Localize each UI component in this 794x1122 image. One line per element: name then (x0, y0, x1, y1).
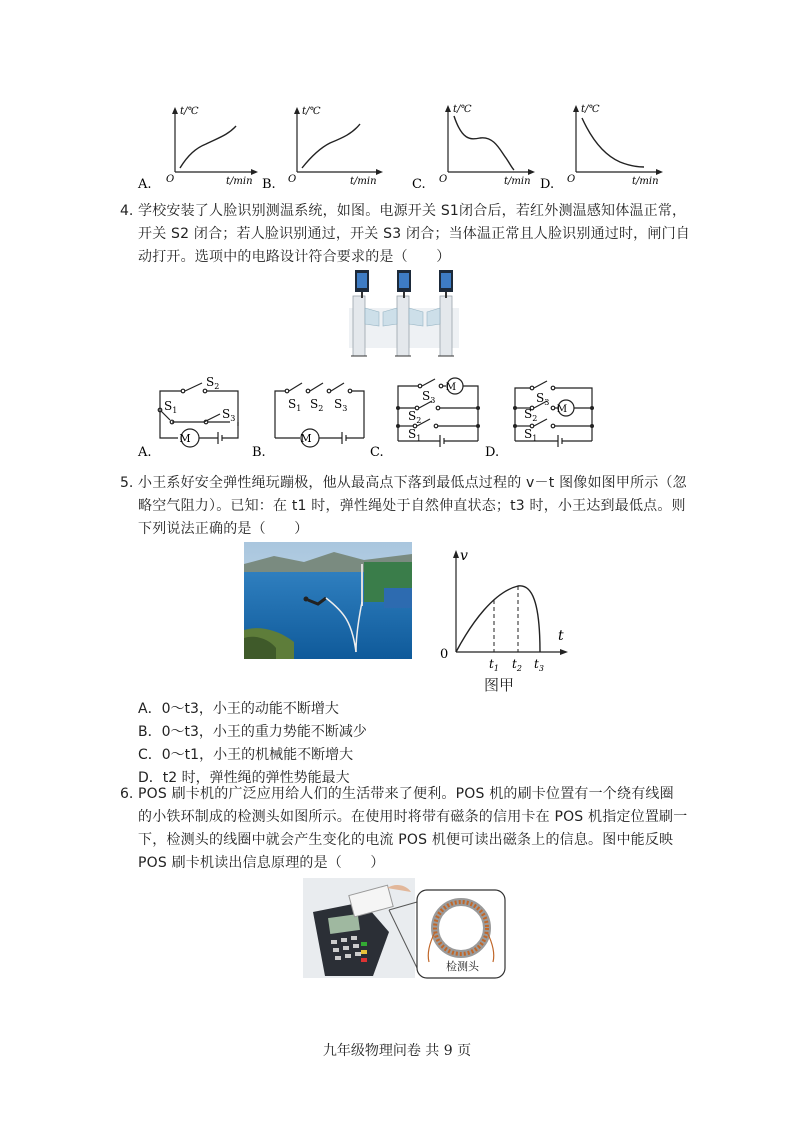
question-number: 6. (120, 786, 134, 802)
option-b-label: B. (262, 177, 276, 192)
svg-text:M: M (179, 432, 191, 445)
option-a-label: A. (138, 177, 152, 192)
svg-text:t/min: t/min (632, 176, 659, 187)
svg-text:O: O (166, 174, 175, 185)
face-recognition-gate-image (345, 268, 461, 360)
svg-text:S2: $S_2$ (524, 407, 538, 423)
v-t-graph (432, 542, 572, 694)
svg-text:O: O (288, 174, 297, 185)
svg-text:t/min: t/min (504, 176, 531, 187)
question-text-line-4: POS 刷卡机读出信息原理的是（ ） (138, 855, 385, 871)
option-c-label: C. (412, 177, 426, 192)
svg-text:O: O (567, 174, 576, 185)
option-d-label: D. (540, 177, 555, 192)
detector-label: 检测头 (446, 960, 479, 973)
question-text-line-1: POS 刷卡机的广泛应用给人们的生活带来了便利。POS 机的刷卡位置有一个绕有线圈 (138, 786, 674, 802)
question-text-line-2: 开关 S2 闭合；若人脸识别通过，开关 S3 闭合；当体温正常且人脸识别通过时，闸门自 (138, 226, 690, 242)
page-footer: 九年级物理问卷 共 9 页 (322, 1043, 472, 1059)
circuit-c-label: C. (370, 445, 384, 460)
circuit-b (275, 383, 364, 447)
question-text-line-3: 下，检测头的线圈中就会产生变化的电流 POS 机便可读出磁条上的信息。图中能反映 (138, 832, 674, 848)
svg-text:O: O (439, 174, 448, 185)
svg-text:M: M (300, 432, 312, 445)
x-axis-label: t/min (226, 176, 253, 187)
question-text-line-1: 学校安装了人脸识别测温系统，如图。电源开关 S1闭合后，若红外测温感知体温正常， (138, 203, 687, 219)
svg-text:S3: $S_3$ (222, 407, 236, 423)
option-c: C．0～t1，小王的机械能不断增大 (138, 747, 354, 763)
svg-text:t/℃: t/℃ (453, 104, 472, 115)
question-text-line-3: 动打开。选项中的电路设计符合要求的是（ ） (138, 249, 451, 265)
svg-text:S2: $S_2$ (310, 397, 324, 413)
svg-text:t2: $t_2$ (512, 657, 522, 673)
bungee-jump-photo (244, 542, 412, 659)
svg-text:S3: $S_3$ (422, 389, 436, 405)
graph-a (137, 106, 258, 192)
svg-text:t3: $t_3$ (534, 657, 544, 673)
graph-x-label: t (558, 628, 564, 644)
svg-text:S1: $S_1$ (288, 397, 302, 413)
temperature-graphs (130, 100, 670, 195)
svg-text:S1: $S_1$ (524, 427, 538, 443)
option-d: D．t2 时，弹性绳的弹性势能最大 (138, 770, 350, 786)
svg-text:t/℃: t/℃ (302, 106, 321, 117)
svg-text:S3: $S_3$ (334, 397, 348, 413)
question-number: 5. (120, 475, 134, 491)
svg-text:t/℃: t/℃ (581, 104, 600, 115)
graph-caption: 图甲 (484, 676, 515, 694)
graph-origin: 0 (440, 647, 449, 662)
question-text-line-2: 的小铁环制成的检测头如图所示。在使用时将带有磁条的信用卡在 POS 机指定位置刷一 (138, 809, 688, 825)
question-number: 4. (120, 203, 134, 219)
svg-text:S1: $S_1$ (408, 427, 422, 443)
q4-circuit-options (130, 376, 610, 460)
svg-text:S2: $S_2$ (408, 409, 422, 425)
graph-y-label: v (460, 548, 468, 564)
svg-text:S1: $S_1$ (164, 399, 178, 415)
svg-text:t1: $t_1$ (489, 657, 499, 673)
svg-text:M: M (445, 382, 457, 393)
svg-text:S3: $S_3$ (536, 391, 550, 407)
option-b: B．0～t3，小王的重力势能不断减少 (138, 724, 367, 740)
option-a: A．0～t3，小王的动能不断增大 (138, 701, 339, 717)
question-text-line-2: 略空气阻力）。已知：在 t1 时，弹性绳处于自然伸直状态；t3 时，小王达到最低点。则 (138, 498, 686, 514)
circuit-d-label: D. (485, 445, 500, 460)
graph-b (262, 106, 383, 192)
circuit-a-label: A. (138, 445, 152, 460)
svg-text:S2: $S_2$ (206, 376, 220, 391)
svg-text:M: M (556, 404, 568, 415)
question-text-line-3: 下列说法正确的是（ ） (138, 521, 309, 537)
graph-d (540, 104, 663, 192)
graph-c (412, 104, 535, 192)
circuit-b-label: B. (252, 445, 266, 460)
y-axis-label: t/℃ (180, 106, 199, 117)
question-text-line-1: 小王系好安全弹性绳玩蹦极，他从最高点下落到最低点过程的 v－t 图像如图甲所示（忽 (138, 475, 687, 491)
svg-text:t/min: t/min (350, 176, 377, 187)
